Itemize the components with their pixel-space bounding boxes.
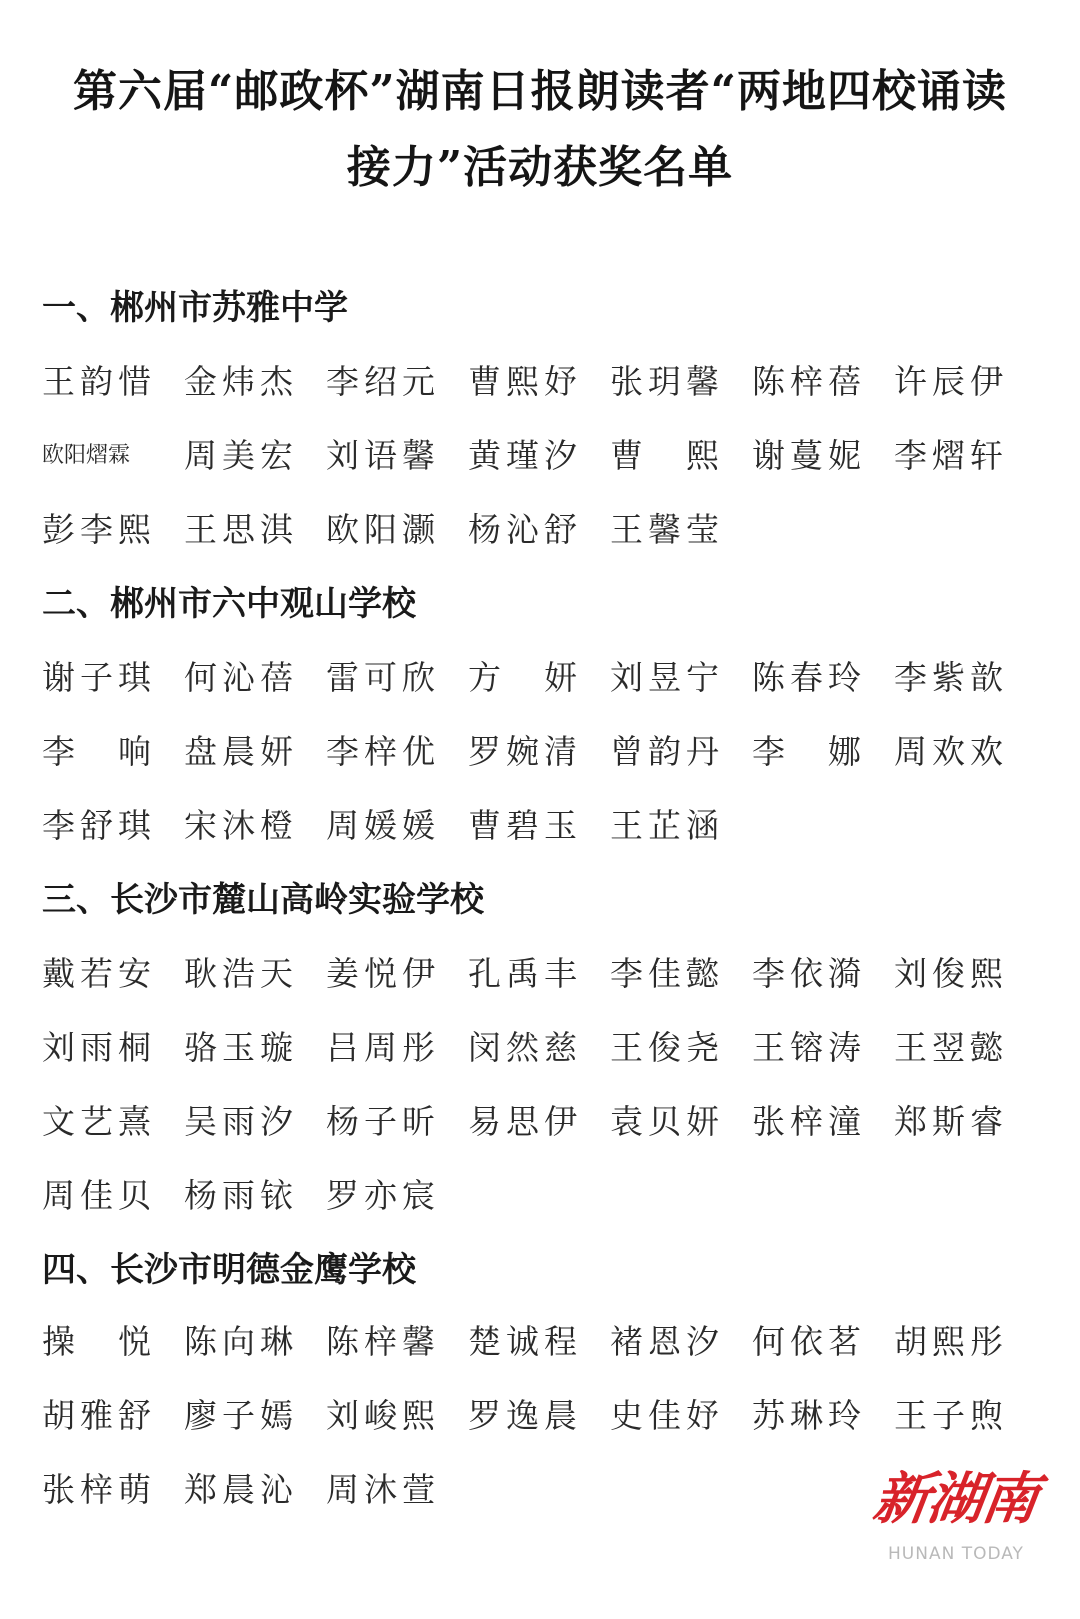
award-name: 耿浩天 — [184, 954, 298, 993]
award-name: 王子煦 — [894, 1396, 1008, 1435]
award-name: 罗婉清 — [468, 732, 582, 771]
award-name: 何依茗 — [752, 1322, 866, 1361]
award-name: 郑斯睿 — [894, 1102, 1008, 1141]
award-name: 王芷涵 — [610, 806, 724, 845]
award-name: 李熠轩 — [894, 436, 1008, 475]
award-name: 操 悦 — [42, 1322, 156, 1361]
award-name: 周欢欢 — [894, 732, 1008, 771]
award-name: 谢子琪 — [42, 658, 156, 697]
award-name: 李 娜 — [752, 732, 866, 771]
award-name: 王思淇 — [184, 510, 298, 549]
award-name: 何沁蓓 — [184, 658, 298, 697]
award-name: 李梓优 — [326, 732, 440, 771]
award-name: 周佳贝 — [42, 1176, 156, 1215]
award-name: 周美宏 — [184, 436, 298, 475]
award-name: 刘俊熙 — [894, 954, 1008, 993]
award-name: 李依漪 — [752, 954, 866, 993]
award-name: 张梓萌 — [42, 1470, 156, 1509]
award-name: 黄瑾汐 — [468, 436, 582, 475]
section-heading-3: 三、长沙市麓山高岭实验学校 — [42, 880, 484, 920]
award-name: 王翌懿 — [894, 1028, 1008, 1067]
award-name: 李绍元 — [326, 362, 440, 401]
award-name: 李舒琪 — [42, 806, 156, 845]
award-name: 杨子昕 — [326, 1102, 440, 1141]
award-name: 楚诚程 — [468, 1322, 582, 1361]
award-name: 王俊尧 — [610, 1028, 724, 1067]
award-name: 宋沐橙 — [184, 806, 298, 845]
award-name: 曹 熙 — [610, 436, 724, 475]
award-name: 褚恩汐 — [610, 1322, 724, 1361]
award-name: 廖子嫣 — [184, 1396, 298, 1435]
award-name: 曹熙妤 — [468, 362, 582, 401]
award-name: 曹碧玉 — [468, 806, 582, 845]
award-name: 胡雅舒 — [42, 1396, 156, 1435]
logo-mark: 新湖南 — [869, 1466, 1041, 1532]
award-name: 方 妍 — [468, 658, 582, 697]
award-name: 吕周彤 — [326, 1028, 440, 1067]
award-name: 王馨莹 — [610, 510, 724, 549]
section-heading-1: 一、郴州市苏雅中学 — [42, 288, 348, 328]
award-name: 易思伊 — [468, 1102, 582, 1141]
award-name: 闵然慈 — [468, 1028, 582, 1067]
award-name: 曾韵丹 — [610, 732, 724, 771]
section-1-name-list — [42, 360, 1052, 582]
award-name: 金炜杰 — [184, 362, 298, 401]
title-line-2: 接力”活动获奖名单 — [346, 142, 734, 193]
award-name: 李紫歆 — [894, 658, 1008, 697]
award-name: 周沐萱 — [326, 1470, 440, 1509]
award-name: 罗亦宸 — [326, 1176, 440, 1215]
award-name: 王镕涛 — [752, 1028, 866, 1067]
section-heading-4: 四、长沙市明德金鹰学校 — [42, 1250, 416, 1290]
section-heading-2: 二、郴州市六中观山学校 — [42, 584, 416, 624]
award-name: 刘语馨 — [326, 436, 440, 475]
award-name: 郑晨沁 — [184, 1470, 298, 1509]
award-name: 史佳妤 — [610, 1396, 724, 1435]
award-name: 孔禹丰 — [468, 954, 582, 993]
award-name: 张玥馨 — [610, 362, 724, 401]
title-line-1: 第六届“邮政杯”湖南日报朗读者“两地四校诵读 — [73, 66, 1007, 117]
award-name: 欧阳熠霖 — [42, 443, 131, 468]
award-name: 苏琳玲 — [752, 1396, 866, 1435]
award-name: 刘雨桐 — [42, 1028, 156, 1067]
award-name: 杨雨铱 — [184, 1176, 298, 1215]
award-name: 王韵惜 — [42, 362, 156, 401]
award-name: 胡熙彤 — [894, 1322, 1008, 1361]
award-name: 雷可欣 — [326, 658, 440, 697]
award-name: 文艺熹 — [42, 1102, 156, 1141]
award-name: 彭李熙 — [42, 510, 156, 549]
award-name: 戴若安 — [42, 954, 156, 993]
award-name: 罗逸晨 — [468, 1396, 582, 1435]
award-name: 谢蔓妮 — [752, 436, 866, 475]
award-name: 许辰伊 — [894, 362, 1008, 401]
award-name: 欧阳灏 — [326, 510, 440, 549]
award-name: 李佳懿 — [610, 954, 724, 993]
award-name: 陈梓蓓 — [752, 362, 866, 401]
award-name: 袁贝妍 — [610, 1102, 724, 1141]
award-name: 盘晨妍 — [184, 732, 298, 771]
document-title — [40, 54, 1040, 206]
logo-subtitle: HUNAN TODAY — [888, 1544, 1024, 1564]
award-name: 陈向琳 — [184, 1322, 298, 1361]
award-name: 骆玉璇 — [184, 1028, 298, 1067]
section-2-name-list — [42, 656, 1052, 878]
award-name: 李 响 — [42, 732, 156, 771]
hunan-today-logo — [869, 1462, 1044, 1612]
award-name: 刘峻熙 — [326, 1396, 440, 1435]
award-name: 陈梓馨 — [326, 1322, 440, 1361]
award-name: 刘昱宁 — [610, 658, 724, 697]
award-name: 周媛媛 — [326, 806, 440, 845]
award-name: 陈春玲 — [752, 658, 866, 697]
award-name: 张梓潼 — [752, 1102, 866, 1141]
award-name: 姜悦伊 — [326, 954, 440, 993]
award-name: 杨沁舒 — [468, 510, 582, 549]
award-name: 吴雨汐 — [184, 1102, 298, 1141]
section-3-name-list — [42, 952, 1052, 1248]
